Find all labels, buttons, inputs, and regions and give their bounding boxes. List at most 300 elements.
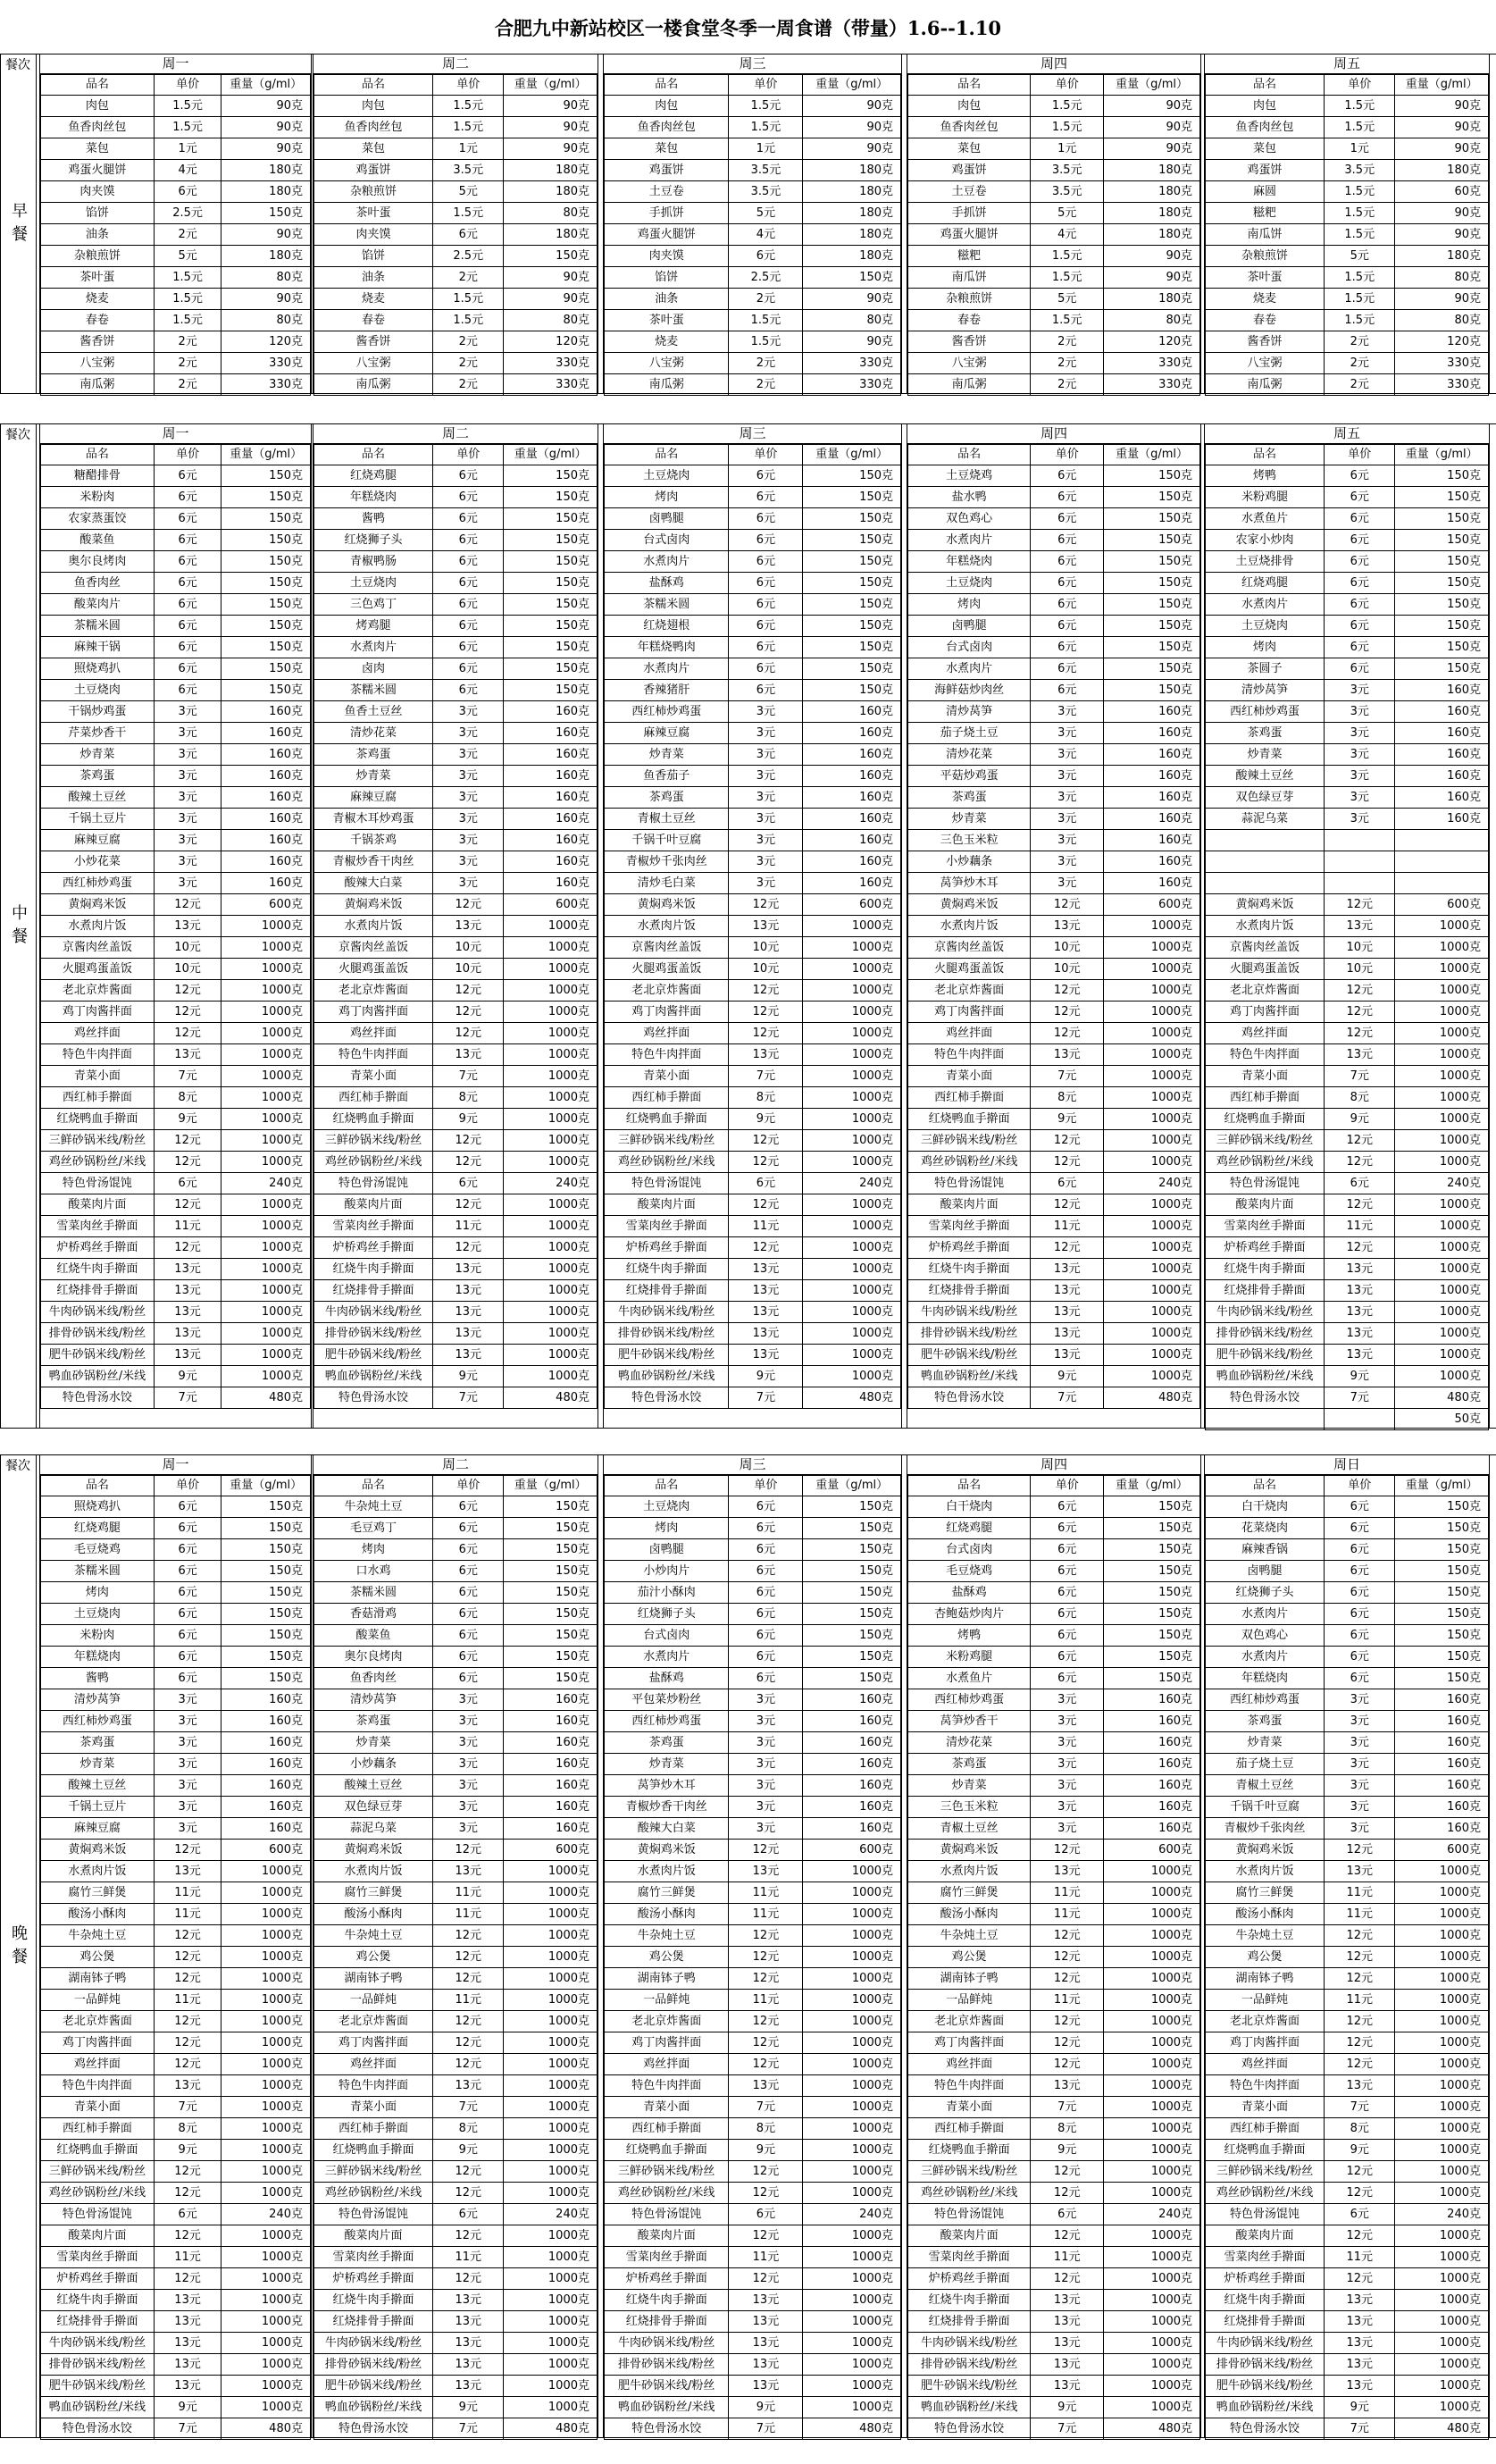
- dish-price: 6元: [154, 2204, 221, 2225]
- menu-row: [605, 2290, 901, 2311]
- dish-name: 红烧牛肉手擀面: [908, 1259, 1031, 1280]
- dish-weight: [1395, 851, 1489, 873]
- dish-name: 小炒花菜: [41, 851, 155, 873]
- dish-weight: 1000克: [803, 1302, 901, 1323]
- dish-name: 酸汤小酥肉: [41, 1904, 155, 1925]
- dish-name: 烤肉: [908, 594, 1031, 616]
- dish-weight: 1000克: [1395, 1366, 1489, 1387]
- dish-weight: 150克: [221, 530, 311, 551]
- dish-price: 3元: [433, 851, 504, 873]
- dish-weight: 160克: [1104, 873, 1200, 894]
- dish-weight: 160克: [221, 851, 311, 873]
- menu-row: [1206, 1302, 1489, 1323]
- menu-row: [908, 1689, 1200, 1711]
- dish-price: 9元: [154, 2397, 221, 2418]
- dish-price: 6元: [729, 1647, 803, 1668]
- dish-name: 白干烧肉: [908, 1496, 1031, 1518]
- dish-name: [1206, 830, 1325, 851]
- dish-price: 13元: [433, 1302, 504, 1323]
- dish-weight: 150克: [1104, 594, 1200, 616]
- dish-name: 红烧狮子头: [605, 1604, 729, 1625]
- dish-name: 雪菜肉丝手擀面: [41, 1216, 155, 1237]
- dish-name: 特色骨汤馄饨: [314, 1173, 433, 1194]
- dish-price: 12元: [1325, 1968, 1395, 1990]
- dish-name: 红烧牛肉手擀面: [908, 2290, 1031, 2311]
- dish-weight: 160克: [504, 873, 598, 894]
- dish-name: 烤肉: [1206, 637, 1325, 658]
- menu-row: [605, 2225, 901, 2247]
- dish-weight: 150克: [221, 1625, 311, 1647]
- dish-weight: 150克: [504, 1604, 598, 1625]
- dish-weight: 1000克: [803, 1947, 901, 1968]
- dish-name: 牛杂炖土豆: [41, 1925, 155, 1947]
- dish-price: 12元: [1031, 894, 1104, 916]
- menu-row: [314, 2097, 598, 2118]
- dish-name: [1206, 851, 1325, 873]
- dish-weight: 160克: [1104, 723, 1200, 744]
- menu-row: [1206, 224, 1489, 246]
- dish-weight: 90克: [221, 117, 311, 138]
- dish-weight: 160克: [1395, 1689, 1489, 1711]
- menu-row: [605, 2376, 901, 2397]
- dish-name: 炒青菜: [41, 1754, 155, 1775]
- menu-row: [314, 2183, 598, 2204]
- dish-name: 茶鸡蛋: [908, 1754, 1031, 1775]
- menu-row: [1206, 117, 1489, 138]
- dish-weight: 1000克: [1395, 2268, 1489, 2290]
- dish-name: 牛肉砂锅米线/粉丝: [605, 1302, 729, 1323]
- dish-weight: 180克: [1104, 224, 1200, 246]
- dish-name: 湖南钵子鸭: [41, 1968, 155, 1990]
- dish-name: 青菜小面: [1206, 2097, 1325, 2118]
- dish-price: 12元: [1031, 1152, 1104, 1173]
- dish-name: 酱香饼: [908, 331, 1031, 353]
- dish-weight: [1395, 873, 1489, 894]
- dish-weight: 150克: [504, 1518, 598, 1539]
- menu-row: [908, 1109, 1200, 1130]
- dish-name: 西红柿炒鸡蛋: [605, 1711, 729, 1732]
- dish-price: 7元: [1325, 1066, 1395, 1087]
- menu-row: [908, 1818, 1200, 1840]
- col-header-name: 品名: [314, 1476, 433, 1496]
- dish-name: 炒青菜: [314, 766, 433, 787]
- dish-name: 特色骨汤馄饨: [1206, 1173, 1325, 1194]
- dish-weight: 1000克: [803, 1194, 901, 1216]
- dish-price: 12元: [1031, 1925, 1104, 1947]
- menu-row: [41, 594, 311, 616]
- dish-weight: 1000克: [221, 1023, 311, 1044]
- dish-weight: 160克: [504, 1818, 598, 1840]
- dish-weight: 150克: [1104, 1647, 1200, 1668]
- section-left-border: [0, 423, 1, 1428]
- menu-row: [605, 809, 901, 830]
- col-header-price: 单价: [1325, 1476, 1395, 1496]
- dish-weight: 1000克: [1395, 2376, 1489, 2397]
- dish-price: 13元: [433, 1861, 504, 1882]
- dish-name: 鸡丁肉酱拌面: [605, 2032, 729, 2054]
- day-block-lunch-4: [1204, 423, 1490, 1428]
- menu-row: [41, 1711, 311, 1732]
- dish-price: 12元: [154, 2011, 221, 2032]
- menu-table: [40, 1475, 311, 2440]
- dish-weight: 150克: [1104, 658, 1200, 680]
- dish-weight: 160克: [1104, 1775, 1200, 1797]
- dish-name: 茶糯米圆: [41, 1561, 155, 1582]
- dish-price: 3元: [1031, 766, 1104, 787]
- dish-price: 3元: [729, 1775, 803, 1797]
- dish-name: 南瓜饼: [908, 267, 1031, 289]
- dish-name: 水煮肉片饭: [314, 916, 433, 937]
- menu-row: [908, 1539, 1200, 1561]
- dish-weight: 160克: [504, 766, 598, 787]
- menu-row: [314, 1539, 598, 1561]
- dish-name: 糍粑: [1206, 203, 1325, 224]
- menu-row: [908, 2333, 1200, 2354]
- dish-name: 麻辣香锅: [1206, 1539, 1325, 1561]
- dish-price: 12元: [154, 1968, 221, 1990]
- dish-price: 7元: [1031, 2097, 1104, 2118]
- dish-price: 3元: [1031, 744, 1104, 766]
- dish-price: 1元: [154, 138, 221, 160]
- dish-price: 12元: [154, 1002, 221, 1023]
- menu-row: [314, 1345, 598, 1366]
- dish-weight: 1000克: [504, 1280, 598, 1302]
- dish-price: 1.5元: [1031, 246, 1104, 267]
- dish-name: 烧麦: [605, 331, 729, 353]
- menu-title: 合肥九中新站校区一楼食堂冬季一周食谱（带量）1.6--1.10: [494, 17, 1002, 39]
- dish-weight: 160克: [1395, 809, 1489, 830]
- col-header-price: 单价: [154, 445, 221, 465]
- dish-price: 3元: [433, 1775, 504, 1797]
- menu-row: [41, 1990, 311, 2011]
- dish-name: 烤肉: [41, 1582, 155, 1604]
- dish-price: 6元: [433, 2204, 504, 2225]
- dish-price: 3元: [1325, 1732, 1395, 1754]
- menu-row: [908, 573, 1200, 594]
- dish-name: 麻辣干锅: [41, 637, 155, 658]
- menu-row: [1206, 573, 1489, 594]
- dish-name: 鸡丝砂锅粉丝/米线: [908, 2183, 1031, 2204]
- dish-price: 10元: [1325, 959, 1395, 980]
- menu-row: [605, 1604, 901, 1625]
- dish-weight: 1000克: [803, 937, 901, 959]
- dish-price: 3元: [154, 1754, 221, 1775]
- menu-row: [314, 1323, 598, 1345]
- dish-weight: 150克: [1395, 487, 1489, 508]
- col-header-price: 单价: [1325, 75, 1395, 96]
- dish-price: 6元: [433, 1539, 504, 1561]
- dish-price: 6元: [729, 1582, 803, 1604]
- menu-row: [314, 353, 598, 374]
- dish-weight: 160克: [1104, 1732, 1200, 1754]
- menu-row: [605, 658, 901, 680]
- dish-name: 京酱肉丝盖饭: [605, 937, 729, 959]
- dish-price: 13元: [729, 1259, 803, 1280]
- dish-price: 12元: [729, 1130, 803, 1152]
- dish-price: 6元: [1031, 465, 1104, 487]
- dish-weight: 180克: [221, 160, 311, 181]
- menu-row: [41, 310, 311, 331]
- menu-row: [605, 1194, 901, 1216]
- dish-name: 老北京炸酱面: [41, 2011, 155, 2032]
- dish-price: 5元: [1031, 203, 1104, 224]
- dish-price: 2元: [154, 374, 221, 396]
- day-header: 周一: [40, 423, 311, 444]
- dish-weight: 1000克: [504, 1194, 598, 1216]
- dish-weight: 1000克: [1395, 959, 1489, 980]
- dish-price: 6元: [729, 1625, 803, 1647]
- dish-price: 6元: [1031, 487, 1104, 508]
- dish-name: 馅饼: [41, 203, 155, 224]
- dish-name: 红烧排骨手擀面: [605, 2311, 729, 2333]
- dish-price: 7元: [433, 1066, 504, 1087]
- dish-price: 12元: [729, 1194, 803, 1216]
- dish-name: 三鲜砂锅米线/粉丝: [1206, 2161, 1325, 2183]
- dish-weight: 600克: [1395, 894, 1489, 916]
- dish-name: 鸭血砂锅粉丝/米线: [314, 2397, 433, 2418]
- dish-name: 年糕烧肉: [908, 551, 1031, 573]
- menu-row: [41, 1496, 311, 1518]
- menu-row: [314, 267, 598, 289]
- col-header-price: 单价: [729, 1476, 803, 1496]
- menu-row: [605, 2054, 901, 2075]
- dish-name: 水煮肉片饭: [314, 1861, 433, 1882]
- menu-row: [605, 224, 901, 246]
- dish-name: 鸡丁肉酱拌面: [908, 2032, 1031, 2054]
- menu-row: [1206, 2225, 1489, 2247]
- dish-price: 12元: [729, 1237, 803, 1259]
- dish-name: 鱼香肉丝包: [314, 117, 433, 138]
- dish-price: 1元: [1325, 138, 1395, 160]
- day-block-dinner-0: [39, 1454, 312, 2437]
- dish-weight: 1000克: [504, 1366, 598, 1387]
- dish-name: 红烧鸭血手擀面: [41, 1109, 155, 1130]
- dish-name: 双色绿豆芽: [1206, 787, 1325, 809]
- dish-name: 火腿鸡蛋盖饭: [908, 959, 1031, 980]
- dish-weight: 90克: [1395, 96, 1489, 117]
- menu-row: [908, 2204, 1200, 2225]
- dish-weight: 160克: [803, 1797, 901, 1818]
- dish-name: 京酱肉丝盖饭: [1206, 937, 1325, 959]
- dish-name: 麻辣豆腐: [41, 830, 155, 851]
- dish-weight: 150克: [504, 551, 598, 573]
- dish-name: 酸汤小酥肉: [1206, 1904, 1325, 1925]
- dish-weight: 80克: [1395, 310, 1489, 331]
- dish-weight: 160克: [1395, 1754, 1489, 1775]
- dish-price: 3.5元: [1325, 160, 1395, 181]
- meal-label-lunch: 中餐: [12, 904, 28, 946]
- menu-row: [314, 1882, 598, 1904]
- menu-row: [908, 1582, 1200, 1604]
- dish-weight: 90克: [1395, 224, 1489, 246]
- menu-row: [314, 1582, 598, 1604]
- menu-row: [41, 2140, 311, 2161]
- dish-price: 11元: [154, 1882, 221, 1904]
- menu-row: [908, 1947, 1200, 1968]
- menu-row: [908, 894, 1200, 916]
- dish-weight: 150克: [1395, 573, 1489, 594]
- dish-name: 三鲜砂锅米线/粉丝: [605, 2161, 729, 2183]
- day-header: 周日: [1205, 1454, 1489, 1475]
- menu-row: [908, 1387, 1200, 1409]
- dish-weight: 160克: [221, 809, 311, 830]
- dish-price: 6元: [729, 551, 803, 573]
- menu-row: [1206, 851, 1489, 873]
- dish-name: 照烧鸡扒: [41, 1496, 155, 1518]
- menu-row: [41, 2418, 311, 2440]
- dish-name: 茶鸡蛋: [605, 787, 729, 809]
- dish-name: 鸡丁肉酱拌面: [41, 1002, 155, 1023]
- dish-name: 特色骨汤水饺: [1206, 1387, 1325, 1409]
- menu-row: [908, 267, 1200, 289]
- dish-weight: 240克: [803, 1173, 901, 1194]
- menu-row: [314, 1302, 598, 1323]
- dish-price: 11元: [1031, 1882, 1104, 1904]
- dish-weight: 600克: [504, 1840, 598, 1861]
- dish-name: 米粉鸡腿: [1206, 487, 1325, 508]
- dish-name: 牛杂炖土豆: [314, 1925, 433, 1947]
- dish-weight: 160克: [504, 851, 598, 873]
- menu-row: [314, 1925, 598, 1947]
- dish-name: 奥尔良烤肉: [41, 551, 155, 573]
- dish-weight: 180克: [504, 224, 598, 246]
- dish-price: 11元: [729, 1904, 803, 1925]
- menu-row: [908, 1904, 1200, 1925]
- dish-weight: 1000克: [221, 2397, 311, 2418]
- dish-name: 牛肉砂锅米线/粉丝: [41, 2333, 155, 2354]
- dish-price: 11元: [154, 1216, 221, 1237]
- dish-weight: 1000克: [1104, 1044, 1200, 1066]
- dish-name: 牛肉砂锅米线/粉丝: [908, 1302, 1031, 1323]
- dish-name: 茄子烧土豆: [1206, 1754, 1325, 1775]
- dish-price: 6元: [1325, 551, 1395, 573]
- menu-row: [1206, 1345, 1489, 1366]
- col-header-price: 单价: [154, 1476, 221, 1496]
- dish-name: 盐酥鸡: [908, 1582, 1031, 1604]
- menu-row: [41, 2161, 311, 2183]
- menu-row: [908, 1797, 1200, 1818]
- dish-price: 6元: [1031, 530, 1104, 551]
- menu-row: [314, 1366, 598, 1387]
- dish-price: 6元: [1325, 1539, 1395, 1561]
- dish-price: 11元: [1325, 2247, 1395, 2268]
- dish-name: 土豆烧肉: [41, 680, 155, 701]
- dish-weight: 160克: [221, 1775, 311, 1797]
- dish-weight: 150克: [221, 1539, 311, 1561]
- menu-row: [1206, 916, 1489, 937]
- dish-weight: 150克: [221, 680, 311, 701]
- dish-name: 油条: [605, 289, 729, 310]
- dish-name: 鱼香肉丝包: [1206, 117, 1325, 138]
- dish-name: 年糕烧鸭肉: [605, 637, 729, 658]
- dish-price: 5元: [433, 181, 504, 203]
- dish-name: 水煮肉片饭: [605, 916, 729, 937]
- dish-weight: 1000克: [504, 916, 598, 937]
- menu-row: [908, 1345, 1200, 1366]
- dish-price: 10元: [1031, 959, 1104, 980]
- dish-weight: 1000克: [1104, 2247, 1200, 2268]
- dish-name: [1206, 1409, 1325, 1430]
- dish-price: 6元: [729, 680, 803, 701]
- menu-row: [605, 246, 901, 267]
- dish-name: 一品鲜炖: [908, 1990, 1031, 2011]
- dish-name: 雪菜肉丝手擀面: [605, 1216, 729, 1237]
- col-header-price: 单价: [154, 75, 221, 96]
- menu-row: [1206, 1754, 1489, 1775]
- dish-price: 3元: [729, 1711, 803, 1732]
- menu-row: [314, 160, 598, 181]
- dish-weight: 150克: [221, 1582, 311, 1604]
- dish-price: 6元: [729, 1561, 803, 1582]
- dish-name: 卤鸭腿: [605, 1539, 729, 1561]
- dish-weight: 330克: [221, 374, 311, 396]
- menu-row: [605, 96, 901, 117]
- dish-price: 13元: [154, 2290, 221, 2311]
- dish-weight: 90克: [504, 289, 598, 310]
- menu-row: [1206, 2247, 1489, 2268]
- dish-weight: 1000克: [803, 2140, 901, 2161]
- dish-name: 糖醋排骨: [41, 465, 155, 487]
- dish-price: 6元: [154, 1625, 221, 1647]
- col-header-name: 品名: [41, 75, 155, 96]
- dish-price: 9元: [729, 1366, 803, 1387]
- dish-price: 13元: [154, 2075, 221, 2097]
- menu-row: [314, 1130, 598, 1152]
- menu-row: [908, 1604, 1200, 1625]
- dish-name: 红烧鸡腿: [1206, 573, 1325, 594]
- dish-weight: 1000克: [504, 2376, 598, 2397]
- menu-row: [314, 937, 598, 959]
- dish-name: 手抓饼: [605, 203, 729, 224]
- menu-row: [41, 1152, 311, 1173]
- dish-name: 干锅炒鸡蛋: [41, 701, 155, 723]
- dish-weight: 150克: [1395, 1647, 1489, 1668]
- menu-row: [908, 1496, 1200, 1518]
- dish-weight: 1000克: [504, 1087, 598, 1109]
- dish-price: 13元: [1031, 916, 1104, 937]
- menu-row: [1206, 937, 1489, 959]
- dish-price: 3元: [433, 1689, 504, 1711]
- menu-row: [314, 1087, 598, 1109]
- dish-name: 红烧牛肉手擀面: [314, 1259, 433, 1280]
- dish-name: 杂粮煎饼: [314, 181, 433, 203]
- dish-name: 排骨砂锅米线/粉丝: [908, 2354, 1031, 2376]
- dish-price: 1.5元: [1325, 267, 1395, 289]
- section-left-border: [0, 54, 1, 393]
- dish-name: 土豆烧肉: [908, 573, 1031, 594]
- dish-price: 13元: [729, 2311, 803, 2333]
- menu-row: [908, 723, 1200, 744]
- dish-name: 白干烧肉: [1206, 1496, 1325, 1518]
- dish-price: 13元: [154, 1345, 221, 1366]
- menu-row: [41, 959, 311, 980]
- dish-price: 11元: [433, 1904, 504, 1925]
- col-header-weight: 重量（g/ml）: [504, 75, 598, 96]
- menu-row: [908, 873, 1200, 894]
- dish-price: 3元: [154, 873, 221, 894]
- dish-name: 排骨砂锅米线/粉丝: [908, 1323, 1031, 1345]
- dish-name: 米粉鸡腿: [908, 1647, 1031, 1668]
- dish-price: 1元: [433, 138, 504, 160]
- menu-row: [1206, 1066, 1489, 1087]
- menu-row: [605, 2032, 901, 2054]
- dish-weight: 90克: [504, 117, 598, 138]
- dish-weight: 150克: [504, 508, 598, 530]
- menu-row: [908, 1754, 1200, 1775]
- dish-name: 炉桥鸡丝手擀面: [908, 1237, 1031, 1259]
- dish-price: 11元: [154, 1990, 221, 2011]
- menu-row: [605, 1582, 901, 1604]
